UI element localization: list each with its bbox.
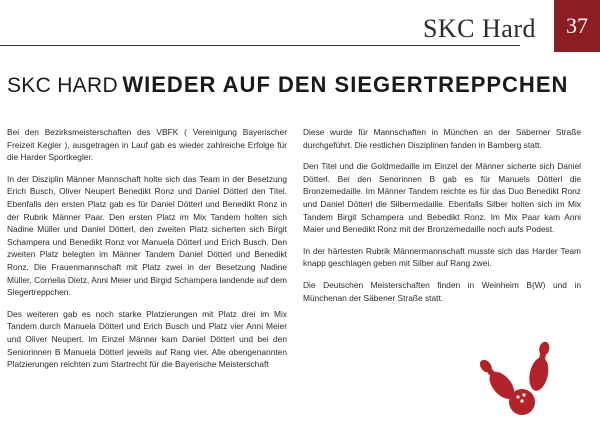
paragraph: Den Titel und die Goldmedaille im Einzel der Männer sicherte sich Daniel Dötterl. Bei den Senorinnen B gab es für Manuels Dötterl die Bronzemedaille. Im Männer Tandem reichte es für das Duo Benedikt Ronz und Daniel Dötterl die Silbermedaille. Ebenfalls Silber holten sich im Mix Tandem Birgit Schampera und Bebedikt Ronz. Im Mix Paar kam Anni Maier und Benedikt Ronz mit der Bronzemedaille noch aufs Podest. <box>303 161 581 235</box>
paragraph: In der härtesten Rubrik Männermannschaft musste sich das Harder Team knapp geschlagen geben mit Silber auf Rang zwei. <box>303 245 581 269</box>
page-number-badge: 37 <box>554 0 600 52</box>
header-divider <box>0 45 520 46</box>
headline-title: WIEDER AUF DEN SIEGERTREPPCHEN <box>122 72 569 97</box>
paragraph: Die Deutschen Meisterschaften finden in Weinheim B(W) und in Münchenan der Säbener Straße statt. <box>303 279 581 303</box>
article-column-left <box>7 126 287 380</box>
magazine-brand: SKC Hard <box>422 14 536 43</box>
bowling-pins-icon <box>478 328 562 418</box>
paragraph: Bei den Bezirksmeisterschaften des VBFK ( Vereinigung Bayerischer Freizeit Kegler ), ausgetragen in Lauf gab es wieder zahlreiche Erfolge für die Harder Sportkegler. <box>7 127 287 163</box>
headline-kicker: SKC HARD <box>7 74 118 97</box>
paragraph: In der Disziplin Männer Mannschaft holte sich das Team in der Besetzung Erich Busch, Oliver Neupert Benedikt Ronz und Daniel Dötterl den Titel. Ebenfalls den ersten Platz gab es für Daniel Dötterl und Benedikt Ronz in der Rubrik Männer Paar. Den ersten Platz im Mix Tandem holten sich Nadine Müller und Daniel Dötterl, den zweiten Platz sicherten sich Birgit Schampera und Benedikt Ronz vor Manuela Dötterl und Erich Busch. Den zweiten Platz belegten im Männer Tandem Daniel Dötterl und Benedikt Ronz. Die Frauenmannschaft mit Platz zwei in der Besetzung Nadine Müller, Cornelia Dietz, Anni Meier und Birgid Schampera landende auf dem Siegertreppchen. <box>7 173 287 298</box>
article-column-right <box>303 126 581 313</box>
paragraph: Diese wurde für Mannschaften in München an der Säberner Straße durchgeführt. Die restlichen Disziplinen fanden in Bamberg statt. <box>303 127 581 150</box>
article-headline <box>7 72 568 98</box>
paragraph: Des weiteren gab es noch starke Platzierungen mit Platz drei im Mix Tandem durch Manuela Dötterl und Erich Busch und Platz vier Anni Meier und Oliver Neupert. Im Einzel Männer kam Daniel Dötterl und bei den Seniorinnen B Manuela Dötterl jeweils auf Rang vier. Alle obengenannten Platzierungen reichten zum Startrecht für die Bayerische Meisterschaft <box>7 308 287 370</box>
